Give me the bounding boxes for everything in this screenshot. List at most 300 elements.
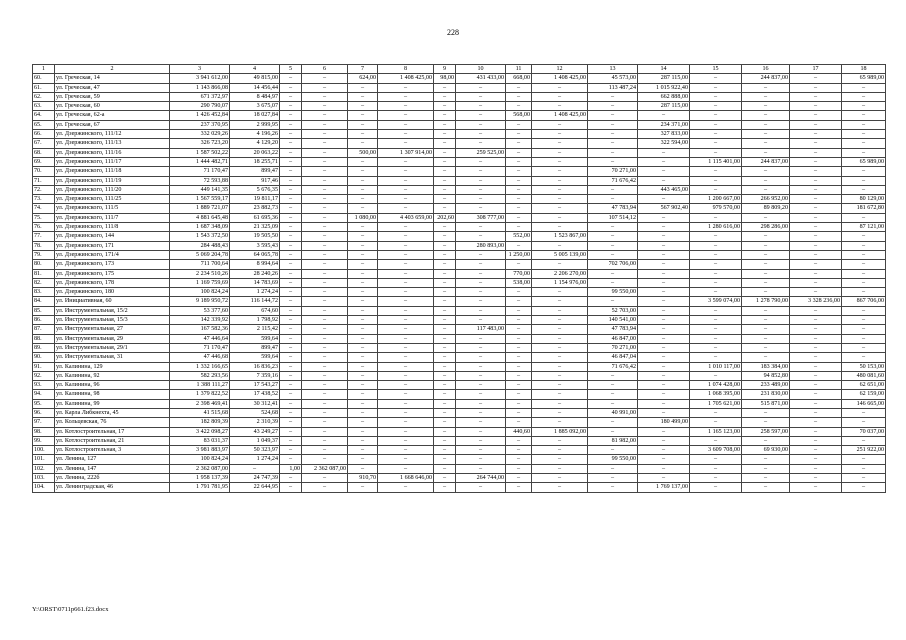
table-cell: 19 505,50: [230, 232, 280, 241]
table-cell: –: [790, 269, 842, 278]
table-cell: –: [456, 120, 506, 129]
table-cell: –: [638, 455, 690, 464]
table-cell: –: [348, 316, 378, 325]
table-cell: 867 706,00: [842, 297, 886, 306]
table-cell: –: [302, 455, 348, 464]
table-cell: 83.: [33, 288, 55, 297]
table-cell: –: [434, 408, 456, 417]
table-cell: –: [790, 139, 842, 148]
table-cell: –: [280, 334, 302, 343]
table-row: [33, 167, 886, 176]
table-cell: –: [690, 176, 742, 185]
table-cell: 62.: [33, 92, 55, 101]
table-cell: –: [842, 250, 886, 259]
table-cell: 258 597,00: [742, 427, 790, 436]
table-cell: –: [456, 362, 506, 371]
table-cell: –: [842, 83, 886, 92]
table-cell: –: [790, 278, 842, 287]
table-cell: 80 129,00: [842, 195, 886, 204]
table-cell: –: [280, 455, 302, 464]
table-cell: 99 550,00: [588, 288, 638, 297]
table-cell: ул. Дзержинского, 111/19: [55, 176, 170, 185]
table-cell: –: [842, 278, 886, 287]
table-cell: –: [532, 474, 588, 483]
table-cell: –: [742, 483, 790, 492]
table-cell: –: [434, 250, 456, 259]
table-cell: –: [280, 83, 302, 92]
table-cell: –: [302, 148, 348, 157]
table-row: [33, 474, 886, 483]
table-cell: –: [348, 102, 378, 111]
table-cell: –: [456, 371, 506, 380]
table-cell: –: [348, 306, 378, 315]
table-cell: –: [588, 297, 638, 306]
table-cell: 1 567 559,17: [170, 195, 230, 204]
table-cell: 71.: [33, 176, 55, 185]
table-cell: 81 982,00: [588, 436, 638, 445]
table-cell: –: [348, 111, 378, 120]
table-cell: –: [456, 436, 506, 445]
table-cell: –: [434, 148, 456, 157]
table-cell: –: [302, 334, 348, 343]
table-cell: 1 523 867,00: [532, 232, 588, 241]
table-cell: –: [348, 223, 378, 232]
table-cell: –: [790, 371, 842, 380]
table-cell: –: [456, 139, 506, 148]
table-row: [33, 176, 886, 185]
table-cell: –: [280, 288, 302, 297]
table-cell: –: [532, 316, 588, 325]
table-cell: –: [506, 334, 532, 343]
table-cell: –: [842, 483, 886, 492]
table-cell: 1 885 092,00: [532, 427, 588, 436]
table-cell: 3 609 708,00: [690, 446, 742, 455]
table-cell: 17 543,27: [230, 381, 280, 390]
table-cell: –: [790, 390, 842, 399]
table-cell: –: [302, 120, 348, 129]
column-number-cell: 4: [230, 65, 280, 74]
table-cell: –: [434, 102, 456, 111]
table-cell: 917,46: [230, 176, 280, 185]
table-cell: –: [690, 185, 742, 194]
table-cell: –: [302, 343, 348, 352]
table-cell: –: [434, 418, 456, 427]
table-cell: –: [638, 241, 690, 250]
table-cell: –: [842, 288, 886, 297]
table-cell: –: [532, 195, 588, 204]
table-cell: –: [790, 436, 842, 445]
table-cell: 70 271,00: [588, 167, 638, 176]
table-cell: –: [790, 362, 842, 371]
table-cell: 94.: [33, 390, 55, 399]
table-cell: 233 489,00: [742, 381, 790, 390]
table-cell: –: [456, 223, 506, 232]
table-cell: –: [638, 408, 690, 417]
table-cell: –: [790, 250, 842, 259]
table-cell: –: [588, 446, 638, 455]
table-cell: –: [638, 306, 690, 315]
table-cell: –: [456, 250, 506, 259]
table-cell: –: [302, 232, 348, 241]
table-cell: 1 010 117,00: [690, 362, 742, 371]
table-cell: –: [378, 427, 434, 436]
table-cell: 79.: [33, 250, 55, 259]
table-cell: –: [532, 92, 588, 101]
table-cell: –: [280, 195, 302, 204]
table-cell: –: [434, 390, 456, 399]
table-cell: ул. Дзержинского, 144: [55, 232, 170, 241]
table-row: [33, 297, 886, 306]
table-cell: –: [280, 167, 302, 176]
table-cell: –: [280, 241, 302, 250]
table-cell: –: [532, 334, 588, 343]
table-cell: –: [588, 278, 638, 287]
table-cell: 95.: [33, 399, 55, 408]
table-cell: –: [348, 269, 378, 278]
table-cell: 140 541,00: [588, 316, 638, 325]
table-cell: –: [456, 381, 506, 390]
table-cell: –: [842, 334, 886, 343]
table-cell: ул. Дзержинского, 111/7: [55, 213, 170, 222]
table-cell: –: [348, 288, 378, 297]
table-cell: –: [302, 436, 348, 445]
table-cell: 46 847,00: [588, 334, 638, 343]
table-cell: –: [434, 92, 456, 101]
table-cell: 71 170,47: [170, 343, 230, 352]
table-cell: –: [742, 167, 790, 176]
table-cell: 113 487,24: [588, 83, 638, 92]
table-row: [33, 111, 886, 120]
table-cell: –: [506, 139, 532, 148]
table-cell: ул. Калинина, 92: [55, 371, 170, 380]
table-cell: –: [842, 343, 886, 352]
table-cell: 3 675,07: [230, 102, 280, 111]
table-cell: –: [280, 204, 302, 213]
table-cell: –: [790, 325, 842, 334]
table-cell: –: [280, 130, 302, 139]
table-cell: –: [280, 157, 302, 166]
table-cell: –: [378, 334, 434, 343]
table-row: [33, 334, 886, 343]
table-cell: –: [532, 139, 588, 148]
table-cell: –: [280, 297, 302, 306]
table-cell: –: [348, 343, 378, 352]
table-cell: 83 031,37: [170, 436, 230, 445]
column-number-cell: 6: [302, 65, 348, 74]
table-cell: 65 989,00: [842, 74, 886, 83]
table-cell: –: [280, 269, 302, 278]
table-cell: –: [456, 399, 506, 408]
table-cell: –: [348, 195, 378, 204]
table-cell: –: [302, 278, 348, 287]
table-cell: –: [302, 176, 348, 185]
table-cell: –: [506, 92, 532, 101]
table-cell: –: [506, 399, 532, 408]
table-cell: 70 037,00: [842, 427, 886, 436]
table-cell: –: [506, 120, 532, 129]
table-cell: –: [434, 427, 456, 436]
table-cell: 2 999,95: [230, 120, 280, 129]
table-cell: –: [638, 269, 690, 278]
table-cell: –: [280, 74, 302, 83]
table-cell: 62 651,00: [842, 381, 886, 390]
table-cell: –: [690, 92, 742, 101]
table-cell: 280 893,00: [456, 241, 506, 250]
table-cell: –: [842, 353, 886, 362]
table-cell: –: [842, 176, 886, 185]
table-cell: –: [378, 436, 434, 445]
column-number-cell: 8: [378, 65, 434, 74]
table-row: [33, 204, 886, 213]
table-cell: –: [638, 213, 690, 222]
table-cell: 308 777,00: [456, 213, 506, 222]
table-cell: 116 144,72: [230, 297, 280, 306]
table-cell: 1 408 425,00: [532, 74, 588, 83]
table-cell: –: [588, 390, 638, 399]
table-cell: –: [506, 390, 532, 399]
table-cell: 41 515,68: [170, 408, 230, 417]
table-cell: –: [280, 408, 302, 417]
table-cell: 244 837,00: [742, 74, 790, 83]
table-row: [33, 464, 886, 473]
table-cell: –: [434, 436, 456, 445]
table-cell: –: [506, 436, 532, 445]
table-cell: 18 027,84: [230, 111, 280, 120]
table-cell: –: [588, 483, 638, 492]
table-cell: –: [532, 167, 588, 176]
table-cell: 107 514,12: [588, 213, 638, 222]
table-cell: 100.: [33, 446, 55, 455]
table-row: [33, 362, 886, 371]
table-cell: 2 398 469,41: [170, 399, 230, 408]
table-cell: –: [378, 306, 434, 315]
data-table: [32, 64, 886, 493]
table-cell: –: [456, 390, 506, 399]
table-cell: 117 483,00: [456, 325, 506, 334]
table-cell: –: [790, 232, 842, 241]
table-cell: –: [456, 427, 506, 436]
table-cell: 167 582,36: [170, 325, 230, 334]
table-cell: –: [302, 325, 348, 334]
table-row: [33, 390, 886, 399]
table-cell: –: [690, 130, 742, 139]
table-cell: –: [742, 353, 790, 362]
table-cell: 202,60: [434, 213, 456, 222]
table-cell: 64 065,78: [230, 250, 280, 259]
table-cell: 90.: [33, 353, 55, 362]
table-cell: 259 525,00: [456, 148, 506, 157]
table-cell: 89.: [33, 343, 55, 352]
table-cell: 568,00: [506, 111, 532, 120]
table-row: [33, 288, 886, 297]
table-cell: –: [280, 325, 302, 334]
table-cell: –: [638, 278, 690, 287]
table-cell: –: [434, 167, 456, 176]
table-cell: –: [378, 464, 434, 473]
table-cell: –: [378, 399, 434, 408]
table-cell: 2 115,42: [230, 325, 280, 334]
table-cell: ул. Греческая, 60: [55, 102, 170, 111]
table-cell: –: [348, 278, 378, 287]
table-cell: –: [742, 139, 790, 148]
table-cell: 1 015 922,40: [638, 83, 690, 92]
table-cell: 20 063,22: [230, 148, 280, 157]
table-cell: –: [378, 418, 434, 427]
table-cell: –: [348, 130, 378, 139]
table-cell: 290 790,07: [170, 102, 230, 111]
table-row: [33, 381, 886, 390]
table-cell: –: [790, 83, 842, 92]
table-cell: –: [506, 213, 532, 222]
table-cell: ул. Карла Либкнехта, 45: [55, 408, 170, 417]
table-cell: –: [506, 353, 532, 362]
table-cell: –: [842, 102, 886, 111]
table-row: [33, 446, 886, 455]
table-cell: –: [434, 83, 456, 92]
table-cell: –: [434, 130, 456, 139]
table-cell: 1 388 111,27: [170, 381, 230, 390]
table-cell: 480 081,60: [842, 371, 886, 380]
table-cell: 284 488,43: [170, 241, 230, 250]
table-cell: –: [348, 92, 378, 101]
table-cell: ул. Котлостроительная, 3: [55, 446, 170, 455]
table-cell: –: [348, 483, 378, 492]
table-cell: –: [280, 111, 302, 120]
table-cell: –: [456, 130, 506, 139]
table-cell: –: [638, 232, 690, 241]
table-cell: –: [280, 399, 302, 408]
table-cell: –: [348, 83, 378, 92]
table-cell: –: [532, 455, 588, 464]
table-cell: –: [532, 362, 588, 371]
table-cell: –: [506, 446, 532, 455]
table-cell: –: [378, 297, 434, 306]
table-row: [33, 316, 886, 325]
table-cell: 2 310,39: [230, 418, 280, 427]
table-cell: –: [532, 418, 588, 427]
table-cell: –: [456, 269, 506, 278]
table-cell: 671 372,97: [170, 92, 230, 101]
table-cell: –: [842, 120, 886, 129]
table-cell: 332 029,26: [170, 130, 230, 139]
table-cell: –: [348, 464, 378, 473]
table-cell: –: [506, 223, 532, 232]
table-cell: –: [348, 353, 378, 362]
table-cell: –: [280, 418, 302, 427]
table-cell: 100 824,24: [170, 288, 230, 297]
table-cell: 24 747,39: [230, 474, 280, 483]
table-cell: –: [280, 185, 302, 194]
table-cell: 70.: [33, 167, 55, 176]
table-cell: 62 159,00: [842, 390, 886, 399]
table-cell: 582 293,56: [170, 371, 230, 380]
table-row: [33, 260, 886, 269]
table-cell: 1 687 348,09: [170, 223, 230, 232]
table-cell: 770,00: [506, 269, 532, 278]
table-cell: 1 958 137,39: [170, 474, 230, 483]
table-cell: ул. Калинина, 98: [55, 390, 170, 399]
table-cell: –: [842, 306, 886, 315]
table-cell: –: [690, 306, 742, 315]
table-cell: 72 593,88: [170, 176, 230, 185]
table-cell: 68.: [33, 148, 55, 157]
table-cell: –: [842, 464, 886, 473]
table-cell: –: [690, 102, 742, 111]
table-cell: –: [532, 120, 588, 129]
table-cell: 431 433,00: [456, 74, 506, 83]
column-number-cell: 18: [842, 65, 886, 74]
table-row: [33, 241, 886, 250]
table-cell: –: [638, 260, 690, 269]
table-cell: 75.: [33, 213, 55, 222]
table-cell: –: [790, 176, 842, 185]
table-cell: 3 422 098,27: [170, 427, 230, 436]
table-cell: –: [434, 325, 456, 334]
table-cell: –: [348, 371, 378, 380]
table-cell: 87.: [33, 325, 55, 334]
table-cell: 231 830,00: [742, 390, 790, 399]
table-cell: 1 200 667,00: [690, 195, 742, 204]
table-cell: –: [742, 288, 790, 297]
table-cell: –: [790, 204, 842, 213]
table-cell: –: [302, 446, 348, 455]
table-cell: –: [348, 436, 378, 445]
table-cell: 64.: [33, 111, 55, 120]
table-cell: ул. Дзержинского, 111/13: [55, 139, 170, 148]
table-cell: –: [456, 278, 506, 287]
table-cell: –: [742, 241, 790, 250]
table-cell: 14 783,69: [230, 278, 280, 287]
table-cell: 73.: [33, 195, 55, 204]
table-cell: –: [348, 297, 378, 306]
table-cell: 5 676,35: [230, 185, 280, 194]
table-cell: 99.: [33, 436, 55, 445]
table-cell: –: [456, 353, 506, 362]
table-cell: ул. Инструментальная, 31: [55, 353, 170, 362]
table-cell: –: [378, 241, 434, 250]
table-cell: 1 165 123,00: [690, 427, 742, 436]
table-cell: –: [842, 436, 886, 445]
table-cell: –: [456, 306, 506, 315]
table-cell: –: [302, 306, 348, 315]
table-cell: –: [302, 157, 348, 166]
table-cell: –: [434, 223, 456, 232]
table-row: [33, 306, 886, 315]
table-cell: ул. Калинина, 96: [55, 381, 170, 390]
table-cell: 1 798,92: [230, 316, 280, 325]
table-cell: –: [280, 92, 302, 101]
table-cell: –: [742, 306, 790, 315]
table-cell: –: [280, 362, 302, 371]
table-cell: –: [690, 250, 742, 259]
table-cell: 7 359,16: [230, 371, 280, 380]
table-cell: 552,00: [506, 232, 532, 241]
table-cell: 3 599 074,00: [690, 297, 742, 306]
table-cell: 322 594,00: [638, 139, 690, 148]
table-cell: –: [742, 418, 790, 427]
table-cell: 45 573,00: [588, 74, 638, 83]
table-cell: –: [456, 83, 506, 92]
table-cell: 100 824,24: [170, 455, 230, 464]
table-cell: ул. Дзержинского, 111/17: [55, 157, 170, 166]
table-cell: –: [378, 204, 434, 213]
table-cell: 96.: [33, 408, 55, 417]
table-cell: –: [506, 316, 532, 325]
table-cell: ул. Инструментальная, 29/1: [55, 343, 170, 352]
table-cell: –: [348, 325, 378, 334]
table-cell: –: [506, 483, 532, 492]
table-cell: –: [690, 278, 742, 287]
